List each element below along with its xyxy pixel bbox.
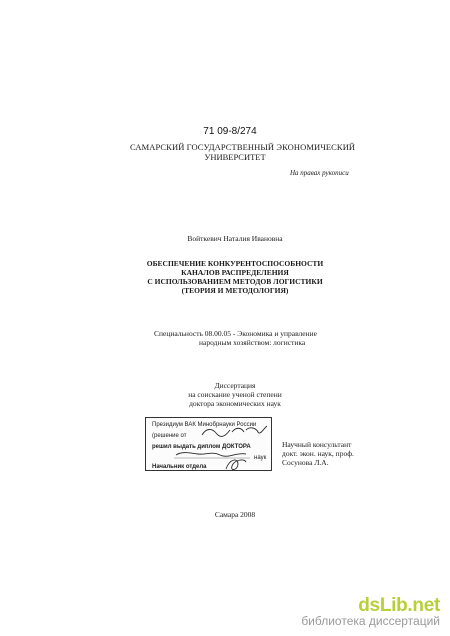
vak-stamp (145, 417, 272, 471)
title-line: КАНАЛОВ РАСПРЕДЕЛЕНИЯ (181, 268, 289, 277)
stamp-line: решил выдать диплом ДОКТОРА (152, 444, 251, 450)
specialty-line2: народным хозяйством: логистика (199, 338, 306, 347)
stamp-line: Президиум ВАК Минобрнауки России (152, 422, 257, 428)
author-name: Войткевич Наталия Ивановна (187, 234, 283, 243)
stamp-line: наук (254, 455, 267, 461)
manuscript-note: На правах рукописи (290, 169, 349, 177)
title-line: (ТЕОРИЯ И МЕТОДОЛОГИЯ) (181, 286, 289, 295)
specialty-line1: Специальность 08.00.05 - Экономика и управление (154, 329, 317, 338)
advisor-label: Научный консультант (282, 440, 352, 449)
dslib-logo: dsLib.net (358, 594, 440, 616)
advisor-name: Сосунова Л.А. (282, 458, 329, 467)
dissertation-label: Диссертация (214, 381, 256, 390)
title-line: ОБЕСПЕЧЕНИЕ КОНКУРЕНТОСПОСОБНОСТИ (146, 259, 324, 268)
stamp-line: (решение от (152, 433, 187, 439)
stamp-line: Начальник отдела (152, 464, 207, 470)
handwritten-signature (146, 418, 271, 470)
university-name-line2: УНИВЕРСИТЕТ (204, 152, 266, 162)
title-line: С ИСПОЛЬЗОВАНИЕМ МЕТОДОВ ЛОГИСТИКИ (147, 277, 323, 286)
dslib-subtitle: библиотека диссертаций (301, 613, 440, 628)
advisor-degree: докт. экон. наук, проф. (282, 449, 354, 458)
dslib-watermark (301, 596, 440, 628)
university-name-line1: САМАРСКИЙ ГОСУДАРСТВЕННЫЙ ЭКОНОМИЧЕСКИЙ (130, 142, 356, 152)
archive-code: 71 09-8/274 (203, 126, 257, 137)
degree-line: на соискание ученой степени (188, 390, 282, 399)
city-year: Самара 2008 (214, 510, 256, 519)
degree-line: доктора экономических наук (189, 399, 281, 408)
